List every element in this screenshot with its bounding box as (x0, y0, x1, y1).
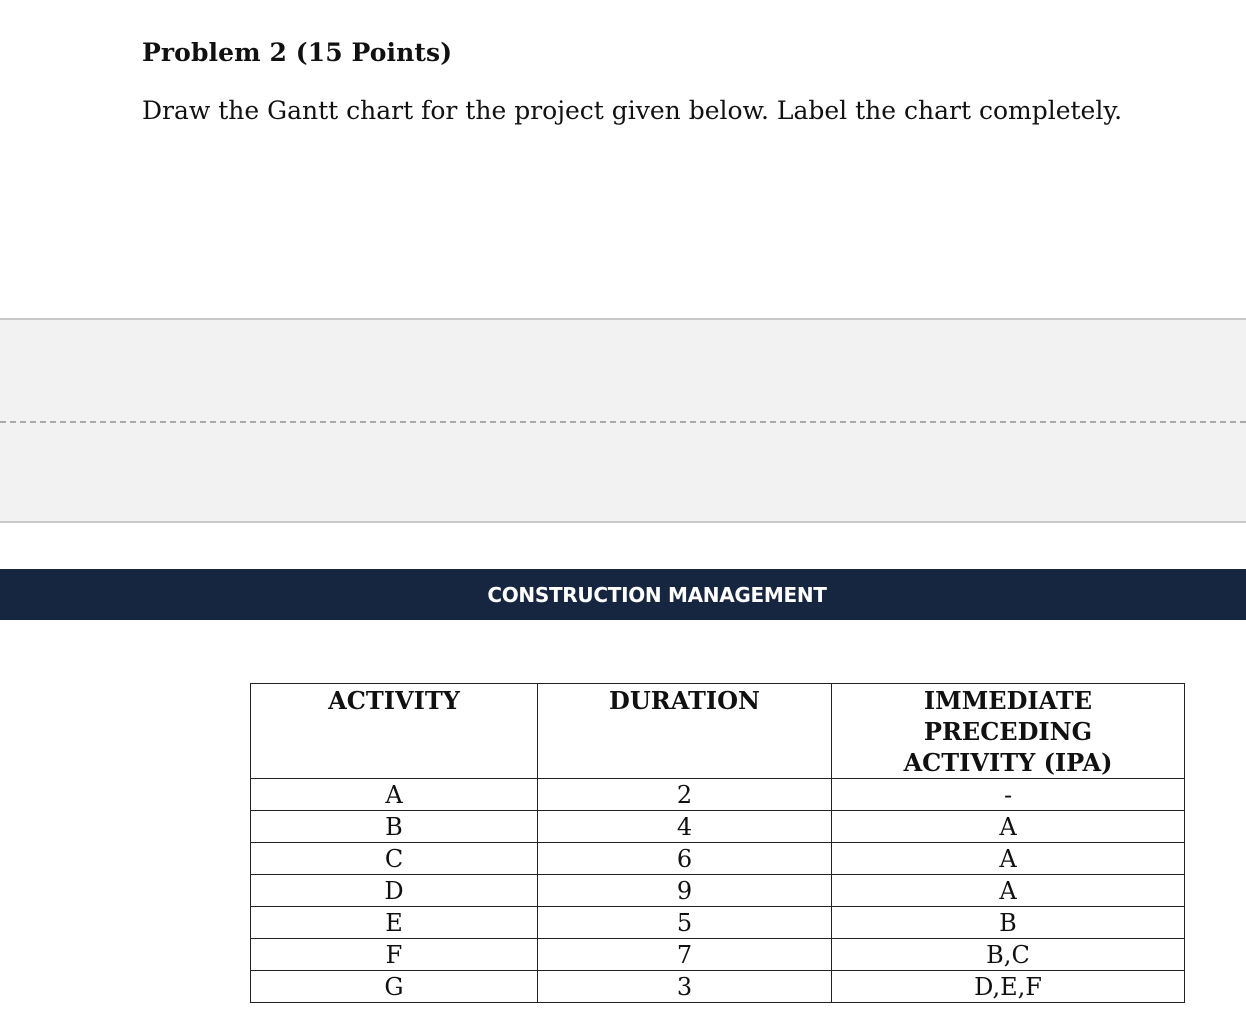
table-header-row (251, 684, 1185, 779)
table-row (251, 971, 1185, 1003)
ipa-column-header (832, 684, 1185, 779)
duration-cell: 6 (538, 843, 832, 875)
activity-cell: B (251, 811, 538, 843)
activity-cell: G (251, 971, 538, 1003)
problem-instructions: Draw the Gantt chart for the project given below. Label the chart completely. (142, 96, 1123, 125)
duration-cell: 2 (538, 779, 832, 811)
duration-cell: 7 (538, 939, 832, 971)
page-break-area (0, 318, 1246, 523)
table-row (251, 875, 1185, 907)
activity-cell: A (251, 779, 538, 811)
activity-column-header (251, 684, 538, 779)
header-band (0, 569, 1246, 620)
duration-column-header (538, 684, 832, 779)
page-break-line (0, 421, 1246, 423)
activity-cell: D (251, 875, 538, 907)
activity-cell: C (251, 843, 538, 875)
activity-table (250, 683, 1185, 1003)
header-band-title: CONSTRUCTION MANAGEMENT (487, 582, 827, 607)
activity-header-label: ACTIVITY (328, 686, 460, 715)
ipa-cell: A (832, 811, 1185, 843)
duration-cell: 4 (538, 811, 832, 843)
table-row (251, 939, 1185, 971)
ipa-cell: A (832, 843, 1185, 875)
ipa-cell: B,C (832, 939, 1185, 971)
ipa-cell: A (832, 875, 1185, 907)
ipa-header-label-line1: IMMEDIATE PRECEDING (923, 686, 1093, 746)
activity-cell: E (251, 907, 538, 939)
duration-cell: 9 (538, 875, 832, 907)
activity-cell: F (251, 939, 538, 971)
duration-header-label: DURATION (609, 686, 760, 715)
table-row (251, 811, 1185, 843)
problem-title: Problem 2 (15 Points) (142, 38, 453, 67)
duration-cell: 3 (538, 971, 832, 1003)
ipa-cell: B (832, 907, 1185, 939)
ipa-cell: - (832, 779, 1185, 811)
duration-cell: 5 (538, 907, 832, 939)
table-row (251, 779, 1185, 811)
ipa-cell: D,E,F (832, 971, 1185, 1003)
ipa-header-label-line2: ACTIVITY (IPA) (903, 748, 1113, 777)
table-row (251, 907, 1185, 939)
table-row (251, 843, 1185, 875)
